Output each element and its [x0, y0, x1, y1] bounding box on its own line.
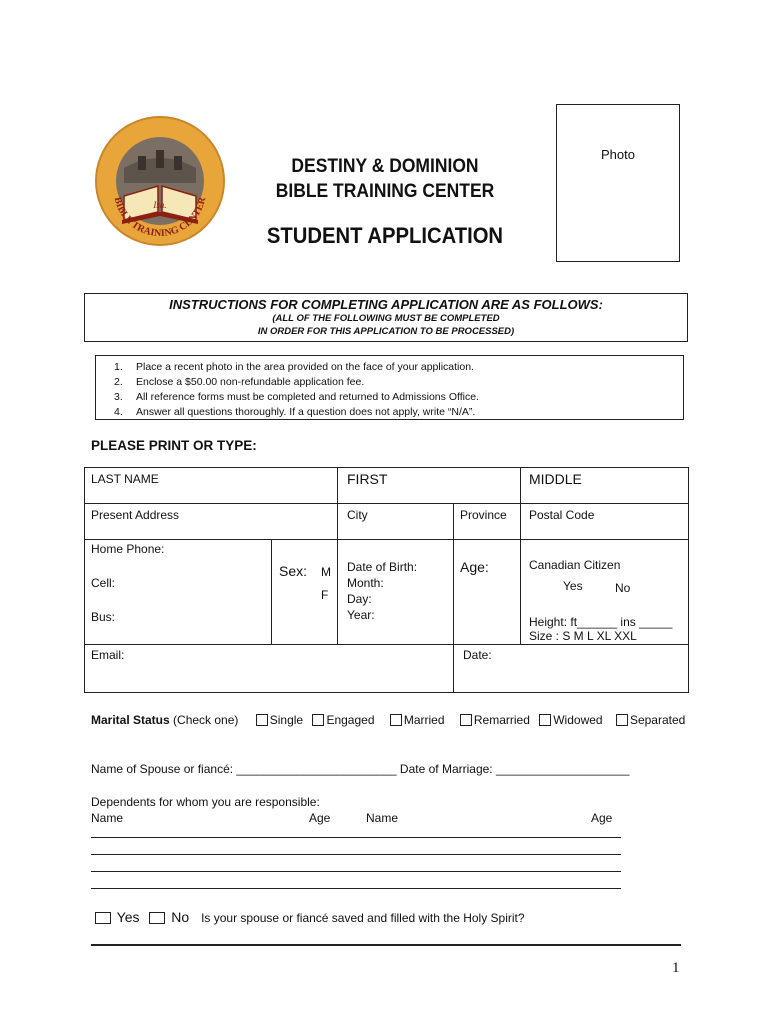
- photo-label: Photo: [601, 147, 635, 162]
- col-divider: [271, 539, 272, 644]
- answer-no-label: No: [171, 909, 190, 925]
- col-divider: [337, 539, 338, 644]
- checkbox-icon[interactable]: [460, 714, 472, 726]
- option-widowed[interactable]: [539, 713, 602, 727]
- row-divider: [85, 539, 688, 540]
- dependents-entry-line[interactable]: [91, 837, 621, 838]
- checkbox-icon[interactable]: [390, 714, 402, 726]
- option-married-label: Married: [403, 713, 445, 727]
- col-divider: [453, 539, 454, 693]
- instructions-subline-1: (ALL OF THE FOLLOWING MUST BE COMPLETED: [272, 313, 500, 324]
- option-single[interactable]: [256, 713, 303, 727]
- instructions-list: [95, 355, 684, 420]
- dependents-col-name: Name: [91, 811, 124, 825]
- row-divider: [85, 503, 688, 504]
- list-item: [96, 360, 683, 375]
- option-engaged-label: Engaged: [326, 713, 375, 727]
- bus-field[interactable]: Bus:: [91, 610, 116, 624]
- checkbox-icon[interactable]: [312, 714, 324, 726]
- home-phone-field[interactable]: Home Phone:: [91, 542, 165, 556]
- col-divider: [337, 468, 338, 539]
- sex-option-f[interactable]: F: [321, 588, 329, 602]
- citizen-yes-option[interactable]: Yes: [563, 579, 583, 593]
- email-field[interactable]: Email:: [91, 648, 125, 662]
- dependents-entry-line[interactable]: [91, 854, 621, 855]
- dependents-heading: Dependents for whom you are responsible:: [91, 795, 320, 809]
- dependents-entry-line[interactable]: [91, 871, 621, 872]
- dependents-col-age: Age: [309, 811, 331, 825]
- age-field[interactable]: Age:: [460, 559, 489, 575]
- question-text: Is your spouse or fiancé saved and filled with the Holy Spirit?: [201, 911, 525, 925]
- marital-status-hint: (Check one): [173, 713, 239, 727]
- dependents-col-age-2: Age: [591, 811, 613, 825]
- list-text: Place a recent photo in the area provided on the face of your application.: [136, 361, 474, 373]
- checkbox-icon[interactable]: [616, 714, 628, 726]
- list-text: All reference forms must be completed and returned to Admissions Office.: [136, 391, 479, 403]
- col-divider: [520, 539, 521, 644]
- svg-text:Isa.: Isa.: [153, 200, 167, 210]
- print-heading: PLEASE PRINT OR TYPE:: [91, 438, 257, 453]
- option-engaged[interactable]: [312, 713, 374, 727]
- option-separated-label: Separated: [629, 713, 686, 727]
- applicant-form: [84, 467, 689, 693]
- spouse-and-marriage-line[interactable]: Name of Spouse or fiancé: ________________________ Date of Marriage: ____________________: [91, 762, 630, 776]
- city-field[interactable]: City: [347, 508, 368, 522]
- org-name-line1: DESTINY & DOMINION: [291, 156, 479, 177]
- first-name-field[interactable]: FIRST: [347, 471, 388, 487]
- height-field[interactable]: Height: ft______ ins _____: [529, 615, 673, 629]
- logo-text-bottom: BIBLE TRAINING CENTER: [111, 195, 209, 240]
- checkbox-icon[interactable]: [95, 912, 111, 924]
- cell-field[interactable]: Cell:: [91, 576, 116, 590]
- size-field[interactable]: Size : S M L XL XXL: [529, 629, 637, 643]
- checkbox-icon[interactable]: [256, 714, 268, 726]
- list-number: 4.: [114, 406, 123, 418]
- postal-code-field[interactable]: Postal Code: [529, 508, 595, 522]
- list-number: 3.: [114, 391, 123, 403]
- list-item: [96, 390, 683, 405]
- col-divider: [453, 504, 454, 539]
- province-field[interactable]: Province: [460, 508, 507, 522]
- marital-status-label: Marital Status: [91, 713, 170, 727]
- page-number: 1: [672, 960, 680, 976]
- instructions-subline-2: IN ORDER FOR THIS APPLICATION TO BE PROCESSED): [257, 326, 515, 337]
- org-name: [252, 154, 519, 204]
- row-divider: [85, 644, 688, 645]
- option-married[interactable]: [390, 713, 445, 727]
- sex-option-m[interactable]: M: [321, 565, 331, 579]
- dob-day-field[interactable]: Day:: [347, 592, 372, 606]
- option-single-label: Single: [269, 713, 304, 727]
- list-number: 1.: [114, 361, 123, 373]
- list-text: Answer all questions thoroughly. If a question does not apply, write “N/A”.: [136, 406, 476, 418]
- spirit-question-row: [95, 909, 525, 925]
- middle-name-field[interactable]: MIDDLE: [529, 471, 582, 487]
- marital-status-row: [91, 713, 685, 727]
- dob-month-field[interactable]: Month:: [347, 576, 384, 590]
- option-remarried[interactable]: [460, 713, 530, 727]
- option-separated[interactable]: [616, 713, 685, 727]
- photo-area[interactable]: [556, 104, 680, 262]
- dob-year-field[interactable]: Year:: [347, 608, 375, 622]
- answer-no[interactable]: [149, 909, 189, 925]
- instructions-heading: INSTRUCTIONS FOR COMPLETING APPLICATION ARE AS FOLLOWS:: [169, 297, 603, 312]
- instructions-header: [84, 293, 688, 342]
- col-divider: [520, 468, 521, 539]
- school-logo: [94, 108, 226, 254]
- option-remarried-label: Remarried: [473, 713, 530, 727]
- answer-yes-label: Yes: [116, 909, 140, 925]
- checkbox-icon[interactable]: [539, 714, 551, 726]
- checkbox-icon[interactable]: [149, 912, 165, 924]
- address-field[interactable]: Present Address: [91, 508, 180, 522]
- list-item: [96, 375, 683, 390]
- form-title: STUDENT APPLICATION: [266, 223, 504, 248]
- footer-divider: [91, 944, 681, 946]
- dependents-col-name-2: Name: [366, 811, 399, 825]
- org-name-line2: BIBLE TRAINING CENTER: [275, 181, 495, 202]
- answer-yes[interactable]: [95, 909, 139, 925]
- date-field[interactable]: Date:: [463, 648, 492, 662]
- dependents-entry-line[interactable]: [91, 888, 621, 889]
- list-number: 2.: [114, 376, 123, 388]
- logo-text-top: [94, 108, 226, 111]
- dob-label: Date of Birth:: [347, 560, 418, 574]
- list-item: [96, 405, 683, 420]
- option-widowed-label: Widowed: [553, 713, 603, 727]
- sex-label: Sex:: [279, 563, 308, 579]
- list-text: Enclose a $50.00 non-refundable application fee.: [136, 376, 365, 388]
- citizen-no-option[interactable]: No: [615, 581, 631, 595]
- citizen-label: Canadian Citizen: [529, 558, 621, 572]
- last-name-field[interactable]: LAST NAME: [91, 472, 159, 486]
